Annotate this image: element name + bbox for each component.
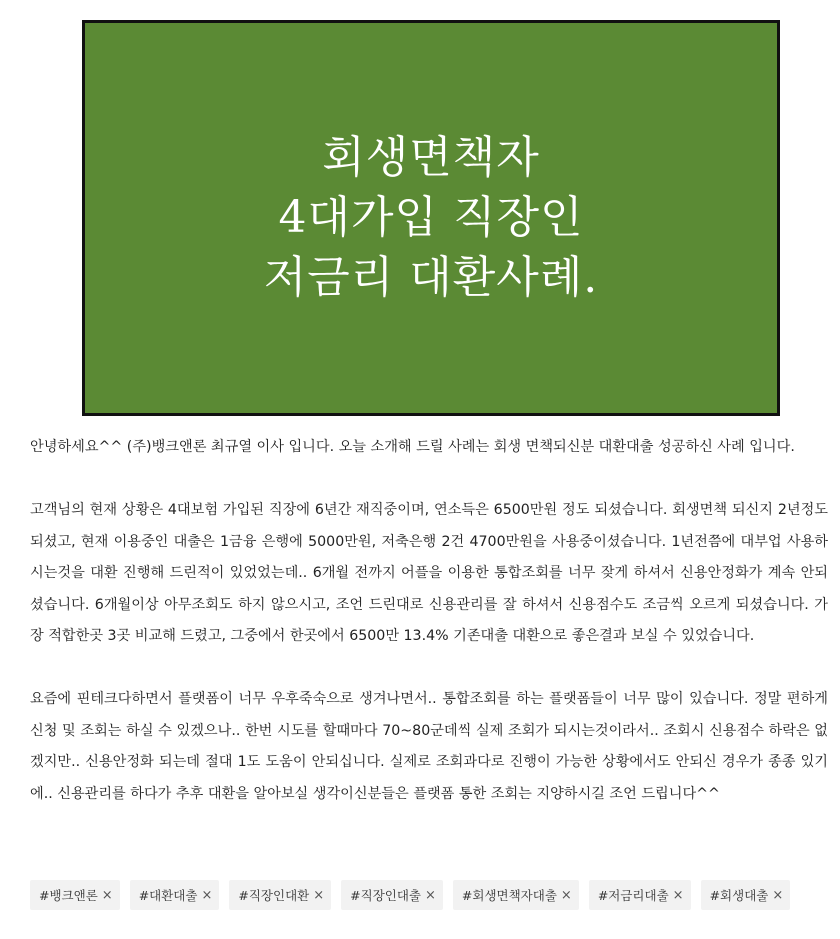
hero-banner-image: [82, 20, 780, 416]
tag-chip[interactable]: [453, 880, 579, 910]
banner-title-line-1: 회생면책자: [322, 132, 540, 183]
article-paragraph-intro: 안녕하세요^^ (주)뱅크앤론 최규열 이사 입니다. 오늘 소개해 드릴 사례는 회생 면책되신분 대환대출 성공하신 사례 입니다.: [30, 439, 795, 455]
close-icon[interactable]: ×: [101, 887, 113, 903]
tag-label: #뱅크앤론: [39, 888, 98, 903]
tag-chip[interactable]: [30, 880, 120, 910]
tag-label: #회생면책자대출: [461, 888, 557, 903]
tag-label: #회생대출: [709, 888, 769, 903]
close-icon[interactable]: ×: [425, 887, 436, 903]
tag-chip[interactable]: [341, 880, 443, 910]
tag-list: [30, 880, 830, 910]
tag-chip[interactable]: [701, 880, 791, 910]
close-icon[interactable]: ×: [201, 887, 213, 903]
tag-label: #직장인대출: [350, 888, 421, 903]
close-icon[interactable]: ×: [672, 887, 684, 903]
tag-chip[interactable]: [229, 880, 331, 910]
close-icon[interactable]: ×: [772, 887, 784, 903]
tag-chip[interactable]: [589, 880, 691, 910]
close-icon[interactable]: ×: [313, 887, 325, 903]
tag-label: #직장인대환: [238, 888, 310, 903]
close-icon[interactable]: ×: [560, 887, 572, 903]
article-paragraph-advice: 요즘에 핀테크다하면서 플랫폼이 너무 우후죽숙으로 생겨나면서.. 통합조회를 하는 플랫폼들이 너무 많이 있습니다. 정말 편하게 신청 및 조회는 하실 수 있겠으나.. 한번 시도를 할때마다 70~80군데씩 실제 조회가 되시는것이라서.. 조회시 신용점수 하락은 없겠지만.. 신용안정화 되는데 절대 1도 도움이 안되십니다. 실제로 조회과다로 진행이 가능한 상황에서도 안되신 경우가 종종 있기에.. 신용관리를 하다가 추후 대환을 알아보실 생각이신분들은 플랫폼 통한 조회는 지양하시길 조언 드립니다^^: [30, 691, 828, 802]
article-body: [30, 432, 828, 810]
tag-chip[interactable]: [130, 880, 220, 910]
tag-label: #저금리대출: [597, 888, 669, 903]
article-paragraph-case: 고객님의 현재 상황은 4대보험 가입된 직장에 6년간 재직중이며, 연소득은 6500만원 정도 되셨습니다. 회생면책 되신지 2년정도 되셨고, 현재 이용중인 대출은 1금융 은행에 5000만원, 저축은행 2건 4700만원을 사용중이셨습니다. 1년전쯤에 대부업 사용하시는것을 대환 진행해 드린적이 있었었는데.. 6개월 전까지 어플을 이용한 통합조회를 너무 잦게 하셔서 신용안정화가 계속 안되셨습니다. 6개월이상 아무조회도 하지 않으시고, 조언 드린대로 신용관리를 잘 하셔서 신용점수도 조금씩 오르게 되셨습니다. 가장 적합한곳 3곳 비교해 드렸고, 그중에서 한곳에서 6500만 13.4% 기존대출 대환으로 좋은결과 보실 수 있었습니다.: [30, 502, 828, 644]
banner-title-line-2: 4대가입 직장인: [278, 192, 584, 243]
tag-label: #대환대출: [138, 888, 198, 903]
banner-title-line-3: 저금리 대환사례.: [263, 252, 599, 303]
